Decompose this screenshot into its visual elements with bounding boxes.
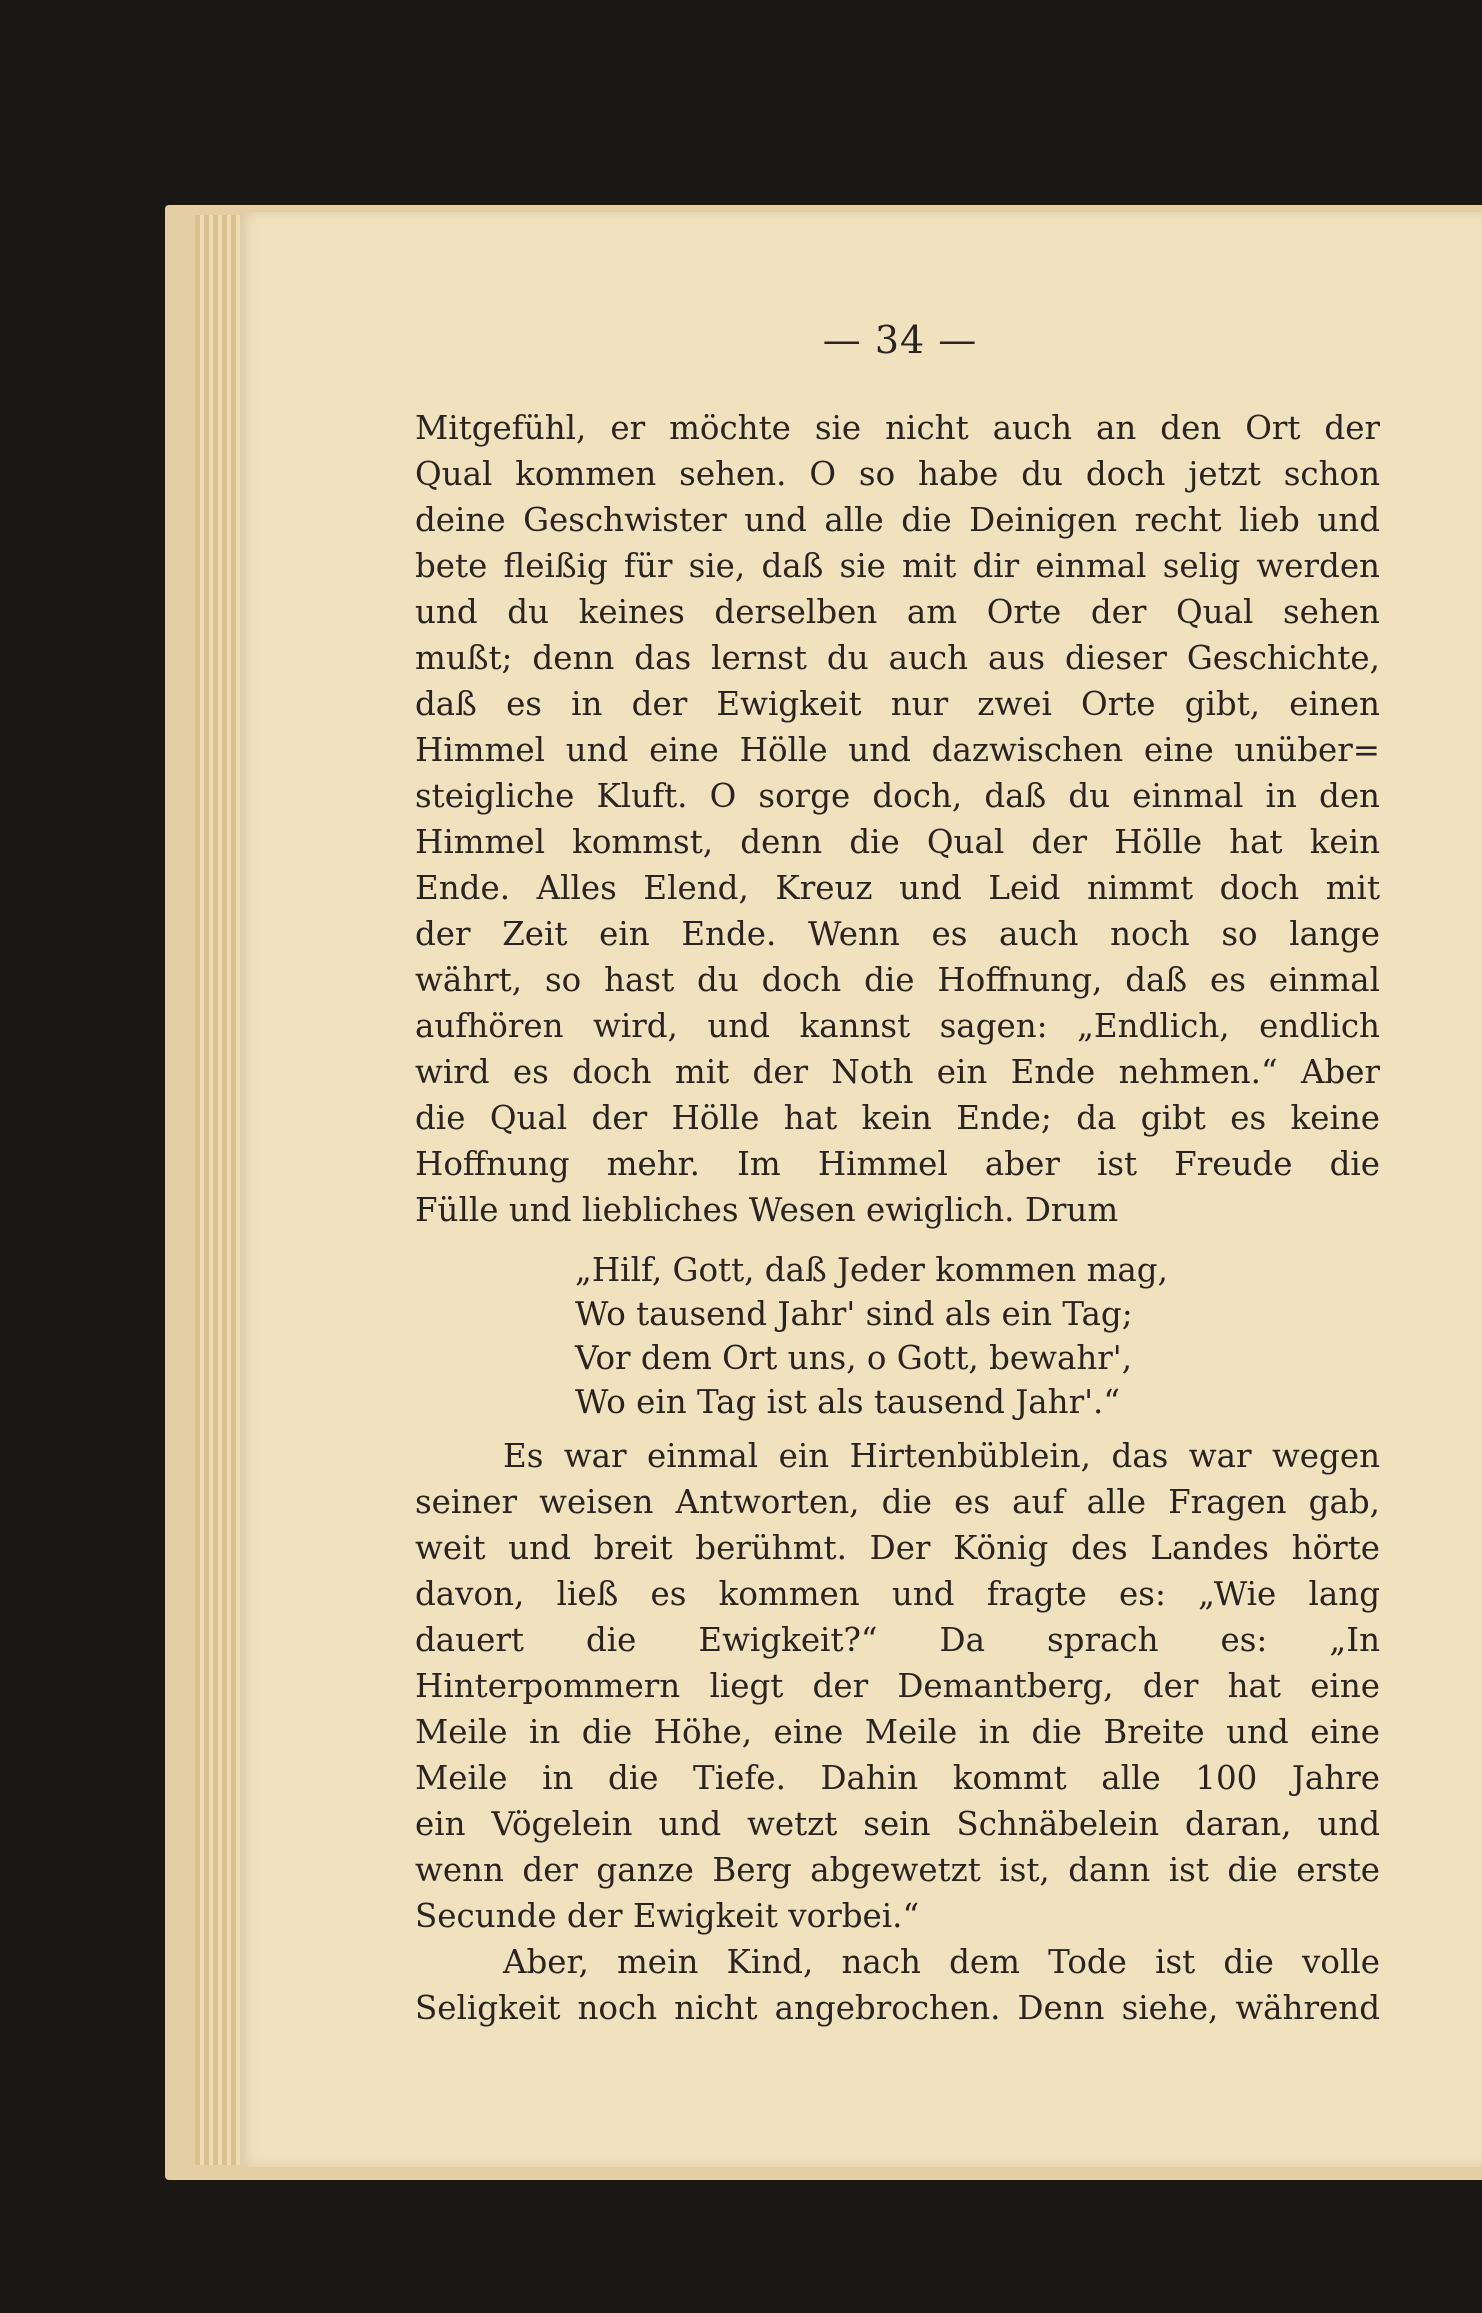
verse-line: Vor dem Ort uns, o Gott, bewahr', (575, 1339, 1133, 1377)
text-line: bete fleißig für sie, daß sie mit dir einmal selig werden (415, 547, 1380, 585)
text-line: Meile in die Tiefe. Dahin kommt alle 100 Jahre (415, 1759, 1380, 1797)
text-line: wird es doch mit der Noth ein Ende nehmen.“ Aber (415, 1053, 1380, 1091)
verse-line: Wo tausend Jahr' sind als ein Tag; (575, 1295, 1133, 1333)
text-line: ein Vögelein und wetzt sein Schnäbelein daran, und (415, 1805, 1380, 1843)
text-line: der Zeit ein Ende. Wenn es auch noch so lange (415, 915, 1380, 953)
text-line: währt, so hast du doch die Hoffnung, daß es einmal (415, 961, 1380, 999)
text-line: Hoffnung mehr. Im Himmel aber ist Freude die (415, 1145, 1380, 1183)
text-line: und du keines derselben am Orte der Qual sehen (415, 593, 1380, 631)
text-line: dauert die Ewigkeit?“ Da sprach es: „In (415, 1621, 1380, 1659)
text-line: Qual kommen sehen. O so habe du doch jetzt schon (415, 455, 1380, 493)
text-line: Fülle und liebliches Wesen ewiglich. Drum (415, 1191, 1119, 1229)
text-line: Secunde der Ewigkeit vorbei.“ (415, 1897, 920, 1935)
text-line: davon, ließ es kommen und fragte es: „Wie lang (415, 1575, 1380, 1613)
text-line: Himmel und eine Hölle und dazwischen eine unüber= (415, 731, 1380, 769)
text-line: Mitgefühl, er möchte sie nicht auch an den Ort der (415, 409, 1380, 447)
text-line: Aber, mein Kind, nach dem Tode ist die volle (503, 1943, 1380, 1981)
text-line: Seligkeit noch nicht angebrochen. Denn siehe, während (415, 1989, 1380, 2027)
text-line: deine Geschwister und alle die Deinigen recht lieb und (415, 501, 1380, 539)
text-line: die Qual der Hölle hat kein Ende; da gibt es keine (415, 1099, 1380, 1137)
verse-spacing (415, 1423, 1380, 1433)
text-line: weit und breit berühmt. Der König des Landes hörte (415, 1529, 1380, 1567)
text-line: Hinterpommern liegt der Demantberg, der hat eine (415, 1667, 1380, 1705)
text-line: mußt; denn das lernst du auch aus dieser Geschichte, (415, 639, 1380, 677)
text-line: Himmel kommst, denn die Qual der Hölle hat kein (415, 823, 1380, 861)
verse-spacing (415, 1233, 1380, 1247)
text-line: Ende. Alles Elend, Kreuz und Leid nimmt doch mit (415, 869, 1380, 907)
verse-line: „Hilf, Gott, daß Jeder kommen mag, (575, 1251, 1168, 1289)
text-line: aufhören wird, und kannst sagen: „Endlich, endlich (415, 1007, 1380, 1045)
text-line: daß es in der Ewigkeit nur zwei Orte gibt, einen (415, 685, 1380, 723)
text-line: seiner weisen Antworten, die es auf alle Fragen gab, (415, 1483, 1380, 1521)
text-line: wenn der ganze Berg abgewetzt ist, dann ist die erste (415, 1851, 1380, 1889)
text-line: Meile in die Höhe, eine Meile in die Breite und eine (415, 1713, 1380, 1751)
verse-line: Wo ein Tag ist als tausend Jahr'.“ (575, 1383, 1120, 1421)
page-text (415, 405, 1380, 2031)
text-line: Es war einmal ein Hirtenbüblein, das war wegen (503, 1437, 1380, 1475)
text-line: steigliche Kluft. O sorge doch, daß du einmal in den (415, 777, 1380, 815)
page-number: — 34 — (822, 318, 978, 362)
